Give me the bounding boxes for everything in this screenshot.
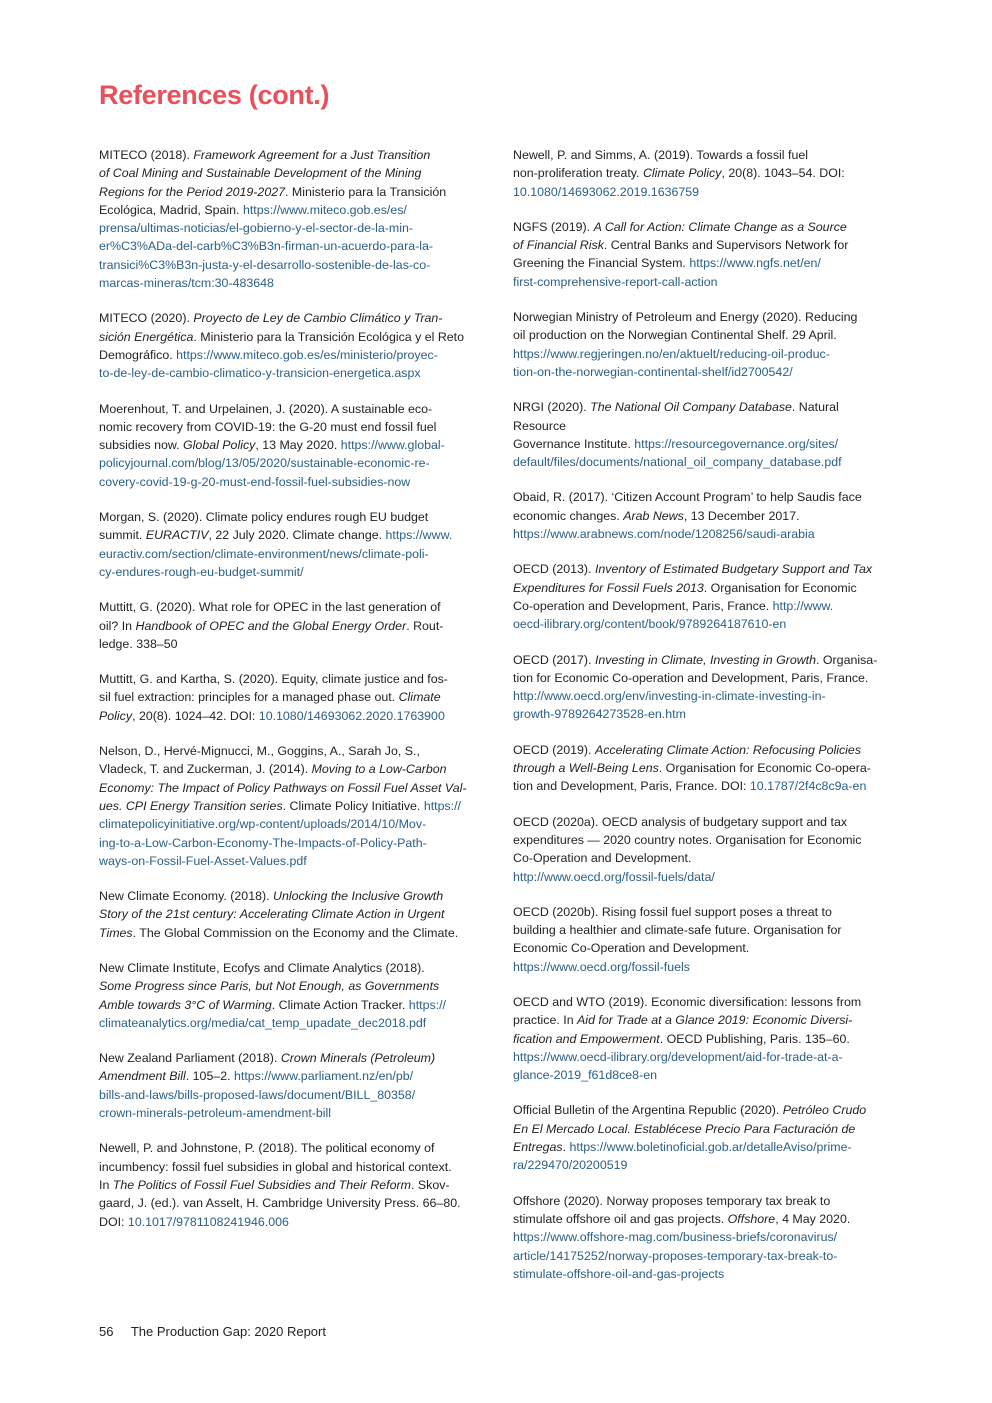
reference-title: Climate Policy bbox=[642, 166, 722, 181]
reference-entry bbox=[99, 146, 481, 292]
reference-text: Norwegian Ministry of Petroleum and Energy (2020). Reducing oil production on the Norwegian Continental Shelf. 29 April. bbox=[513, 310, 858, 343]
reference-text: . Organisation for Economic Co-operation and Development, Paris, France. bbox=[513, 580, 857, 613]
reference-link[interactable]: https://www. euractiv.com/section/climate-environment/news/climate-poli- cy-endures-rough-eu-budget-summit/ bbox=[99, 528, 453, 579]
reference-text: New Climate Economy. (2018). bbox=[99, 889, 273, 904]
reference-text: Moerenhout, T. and Urpelainen, J. (2020). A sustainable eco- nomic recovery from COVID-19: the G-20 must end fossil fuel subsidies now. bbox=[99, 401, 437, 453]
reference-text: . Rout- ledge. 338–50 bbox=[99, 618, 444, 651]
reference-text: New Climate Institute, Ecofys and Climate Analytics (2018). bbox=[99, 960, 425, 975]
reference-text: . Organisation for Economic Co-opera- tion and Development, Paris, France. DOI: bbox=[513, 761, 871, 794]
reference-title: The National Oil Company Database bbox=[590, 400, 792, 415]
references-column-right bbox=[513, 146, 895, 1300]
reference-text: MITECO (2018). bbox=[99, 148, 194, 162]
reference-text: NRGI (2020). bbox=[513, 400, 591, 415]
reference-text: New Zealand Parliament (2018). bbox=[99, 1051, 281, 1066]
reference-entry bbox=[513, 813, 895, 886]
reference-entry bbox=[99, 670, 481, 725]
report-title: The Production Gap: 2020 Report bbox=[130, 1324, 326, 1339]
reference-entry bbox=[99, 1049, 481, 1122]
reference-text: Muttitt, G. (2020). What role for OPEC in the last generation of oil? In bbox=[99, 600, 441, 633]
reference-title: Accelerating Climate Action: Refocusing Policies through a Well-Being Lens bbox=[513, 742, 862, 776]
reference-text: OECD (2020a). OECD analysis of budgetary support and tax expenditures — 2020 country notes. Organisation for Economic Co-Operation and Development. bbox=[513, 814, 862, 866]
reference-link[interactable]: http://www.oecd.org/fossil-fuels/data/ bbox=[513, 869, 715, 884]
reference-link[interactable]: http://www. oecd-ilibrary.org/content/book/9789264187610-en bbox=[513, 598, 834, 632]
reference-link[interactable]: https:// climatepolicyinitiative.org/wp-content/uploads/2014/10/Mov- ing-to-a-Low-Carbon-Economy-The-Impacts-of-Policy-Path- ways-on-Fossil-Fuel-Asset-Values.pdf bbox=[99, 798, 462, 868]
reference-title: The Politics of Fossil Fuel Subsidies and Their Reform bbox=[112, 1177, 411, 1192]
reference-entry bbox=[99, 1139, 481, 1230]
reference-link[interactable]: 10.1787/2f4c8c9a-en bbox=[749, 779, 867, 794]
reference-link[interactable]: https://www.boletinoficial.gob.ar/detalleAviso/prime- ra/229470/20200519 bbox=[513, 1140, 852, 1173]
reference-entry bbox=[99, 742, 481, 870]
reference-entry bbox=[513, 308, 895, 381]
reference-link[interactable]: https://www.global- policyjournal.com/blog/13/05/2020/sustainable-economic-re- covery-covid-19-g-20-must-end-fossil-fuel-subsidies-now bbox=[99, 438, 445, 489]
reference-text: NGFS (2019). bbox=[513, 219, 594, 234]
reference-title: Investing in Climate, Investing in Growth bbox=[594, 652, 817, 667]
reference-text: Morgan, S. (2020). Climate policy endures rough EU budget summit. bbox=[99, 510, 429, 543]
reference-entry bbox=[513, 398, 895, 471]
reference-text: , 4 May 2020. bbox=[775, 1211, 851, 1226]
reference-title: Unlocking the Inclusive Growth Story of the 21st century: Accelerating Climate Action in Urgent Times bbox=[99, 889, 445, 940]
reference-title: Petróleo Crudo En El Mercado Local. Establécese Precio Para Facturación de Entregas bbox=[513, 1103, 867, 1155]
reference-text: . Central Banks and Supervisors Network for Greening the Financial System. bbox=[513, 238, 849, 271]
reference-text: , 20(8). 1043–54. DOI: bbox=[721, 166, 845, 181]
reference-link[interactable]: https://www.parliament.nz/en/pb/ bills-and-laws/bills-proposed-laws/document/BILL_80358/ crown-minerals-petroleum-amendment-bill bbox=[99, 1069, 416, 1121]
reference-title: Aid for Trade at a Glance 2019: Economic Diversi- fication and Empowerment bbox=[513, 1013, 853, 1046]
reference-entry bbox=[513, 1192, 895, 1283]
reference-link[interactable]: https://www.regjeringen.no/en/aktuelt/reducing-oil-produc- tion-on-the-norwegian-continental-shelf/id2700542/ bbox=[513, 346, 830, 379]
reference-text: . OECD Publishing, Paris. 135–60. bbox=[659, 1031, 850, 1046]
reference-text: . Skov- gaard, J. (ed.). van Asselt, H. Cambridge University Press. 66–80. DOI: bbox=[99, 1177, 461, 1229]
reference-entry bbox=[99, 959, 481, 1032]
reference-title: Offshore bbox=[727, 1211, 776, 1226]
reference-text: Newell, P. and Simms, A. (2019). Towards a fossil fuel non-proliferation treaty. bbox=[513, 148, 808, 181]
reference-text: Nelson, D., Hervé-Mignucci, M., Goggins, A., Sarah Jo, S., Vladeck, T. and Zuckerman, J. (2014). bbox=[99, 744, 420, 777]
reference-link[interactable]: https://www.miteco.gob.es/es/ministerio/proyec- to-de-ley-de-cambio-climatico-y-transicion-energetica.aspx bbox=[99, 347, 438, 381]
reference-text: MITECO (2020). bbox=[99, 311, 194, 326]
page-number: 56 bbox=[99, 1324, 114, 1339]
page-title: References (cont.) bbox=[99, 80, 330, 110]
page-footer bbox=[99, 1324, 326, 1339]
reference-entry bbox=[513, 218, 895, 291]
reference-entry bbox=[513, 903, 895, 976]
reference-entry bbox=[99, 309, 481, 382]
reference-link[interactable]: https://resourcegovernance.org/sites/ default/files/documents/national_oil_company_database.pdf bbox=[513, 436, 842, 470]
reference-title: A Call for Action: Climate Change as a Source of Financial Risk bbox=[513, 219, 847, 253]
reference-text: OECD (2017). bbox=[513, 652, 595, 667]
reference-title: Arab News bbox=[623, 508, 684, 523]
reference-link[interactable]: https:// climateanalytics.org/media/cat_temp_upadate_dec2018.pdf bbox=[99, 997, 446, 1030]
reference-text: . Natural Resource Governance Institute. bbox=[513, 400, 839, 451]
reference-text: . 105–2. bbox=[185, 1069, 235, 1084]
reference-text: , 13 December 2017. bbox=[683, 508, 800, 523]
reference-entry bbox=[513, 741, 895, 796]
reference-text: . Ministerio para la Transición Ecológica y el Reto Demográfico. bbox=[99, 329, 465, 362]
reference-title: Proyecto de Ley de Cambio Climático y Tran- sición Energética bbox=[99, 311, 443, 344]
reference-title: EURACTIV bbox=[145, 528, 209, 543]
reference-text: OECD and WTO (2019). Economic diversification: lessons from practice. In bbox=[513, 994, 862, 1028]
reference-text: , 20(8). 1024–42. DOI: bbox=[132, 708, 259, 723]
reference-link[interactable]: https://www.ngfs.net/en/ first-comprehensive-report-call-action bbox=[513, 256, 821, 289]
reference-entry bbox=[513, 560, 895, 633]
reference-title: Global Policy bbox=[183, 438, 256, 453]
reference-title: Moving to a Low-Carbon Economy: The Impact of Policy Pathways on Fossil Fuel Asset Val- ues. CPI Energy Transition series bbox=[99, 762, 467, 813]
reference-title: Handbook of OPEC and the Global Energy Order bbox=[135, 618, 407, 633]
reference-link[interactable]: 10.1080/14693062.2020.1763900 bbox=[258, 708, 445, 723]
reference-link[interactable]: http://www.oecd.org/env/investing-in-climate-investing-in- growth-9789264273528-en.htm bbox=[513, 689, 826, 722]
reference-title: Crown Minerals (Petroleum) Amendment Bill bbox=[99, 1051, 436, 1084]
reference-link[interactable]: 10.1080/14693062.2019.1636759 bbox=[513, 184, 700, 199]
reference-text: Offshore (2020). Norway proposes temporary tax break to stimulate offshore oil and gas projects. bbox=[513, 1193, 831, 1226]
reference-entry bbox=[99, 508, 481, 581]
reference-entry bbox=[99, 598, 481, 653]
reference-text: . Climate Policy Initiative. bbox=[282, 798, 424, 813]
reference-text: . Organisa- tion for Economic Co-operation and Development, Paris, France. bbox=[513, 652, 878, 685]
reference-title: Framework Agreement for a Just Transition of Coal Mining and Sustainable Development of the Mining Regions for the Period 2019-2027 bbox=[99, 148, 431, 199]
reference-text: OECD (2020b). Rising fossil fuel support poses a threat to building a healthier and climate-safe future. Organisation for Economic Co-Operation and Development. bbox=[513, 904, 842, 956]
reference-title: Some Progress since Paris, but Not Enough, as Governments Amble towards 3°C of Warming bbox=[99, 979, 440, 1012]
reference-text: . The Global Commission on the Economy and the Climate. bbox=[132, 925, 459, 940]
reference-title: Inventory of Estimated Budgetary Support and Tax Expenditures for Fossil Fuels 2013 bbox=[513, 562, 873, 595]
reference-link[interactable]: https://www.offshore-mag.com/business-briefs/coronavirus/ article/14175252/norway-proposes-temporary-tax-break-to- stimulate-offshore-oil-and-gas-projects bbox=[513, 1230, 838, 1281]
reference-link[interactable]: https://www.oecd.org/fossil-fuels bbox=[513, 959, 690, 974]
reference-text: . bbox=[562, 1140, 570, 1155]
reference-text: Newell, P. and Johnstone, P. (2018). The political economy of incumbency: fossil fuel subsidies in global and historical context. In bbox=[99, 1141, 452, 1192]
reference-title: Climate Policy bbox=[99, 690, 441, 723]
reference-text: . Ministerio para la Transición Ecológica, Madrid, Spain. bbox=[99, 184, 447, 217]
reference-entry bbox=[99, 400, 481, 491]
reference-link[interactable]: 10.1017/9781108241946.006 bbox=[127, 1214, 289, 1229]
reference-text: Muttitt, G. and Kartha, S. (2020). Equity, climate justice and fos- sil fuel extraction: principles for a managed phase out. bbox=[99, 672, 448, 705]
reference-entry bbox=[513, 146, 895, 201]
reference-link[interactable]: https://www.oecd-ilibrary.org/development/aid-for-trade-at-a- glance-2019_f61d8ce8-en bbox=[513, 1049, 843, 1083]
reference-text: Official Bulletin of the Argentina Republic (2020). bbox=[513, 1103, 783, 1118]
reference-text: OECD (2013). bbox=[513, 562, 595, 577]
reference-text: Obaid, R. (2017). ‘Citizen Account Program’ to help Saudis face economic changes. bbox=[513, 490, 862, 523]
reference-entry bbox=[513, 651, 895, 724]
reference-link[interactable]: https://www.miteco.gob.es/es/ prensa/ultimas-noticias/el-gobierno-y-el-sector-de-la-min- er%C3%ADa-del-carb%C3%B3n-firman-un-acuerdo-para-la- transici%C3%B3n-justa-y-el-desarrollo-sostenible-de-las-co- marcas-mineras/tcm:30-483648 bbox=[99, 202, 433, 291]
reference-entry bbox=[513, 1101, 895, 1174]
reference-text: , 13 May 2020. bbox=[255, 438, 341, 453]
reference-entry bbox=[513, 993, 895, 1084]
references-column-left bbox=[99, 146, 481, 1248]
reference-link[interactable]: https://www.arabnews.com/node/1208256/saudi-arabia bbox=[513, 527, 815, 542]
reference-text: , 22 July 2020. Climate change. bbox=[208, 528, 386, 543]
reference-text: . Climate Action Tracker. bbox=[271, 997, 409, 1012]
reference-text: OECD (2019). bbox=[513, 742, 595, 757]
reference-entry bbox=[513, 488, 895, 543]
reference-entry bbox=[99, 887, 481, 942]
